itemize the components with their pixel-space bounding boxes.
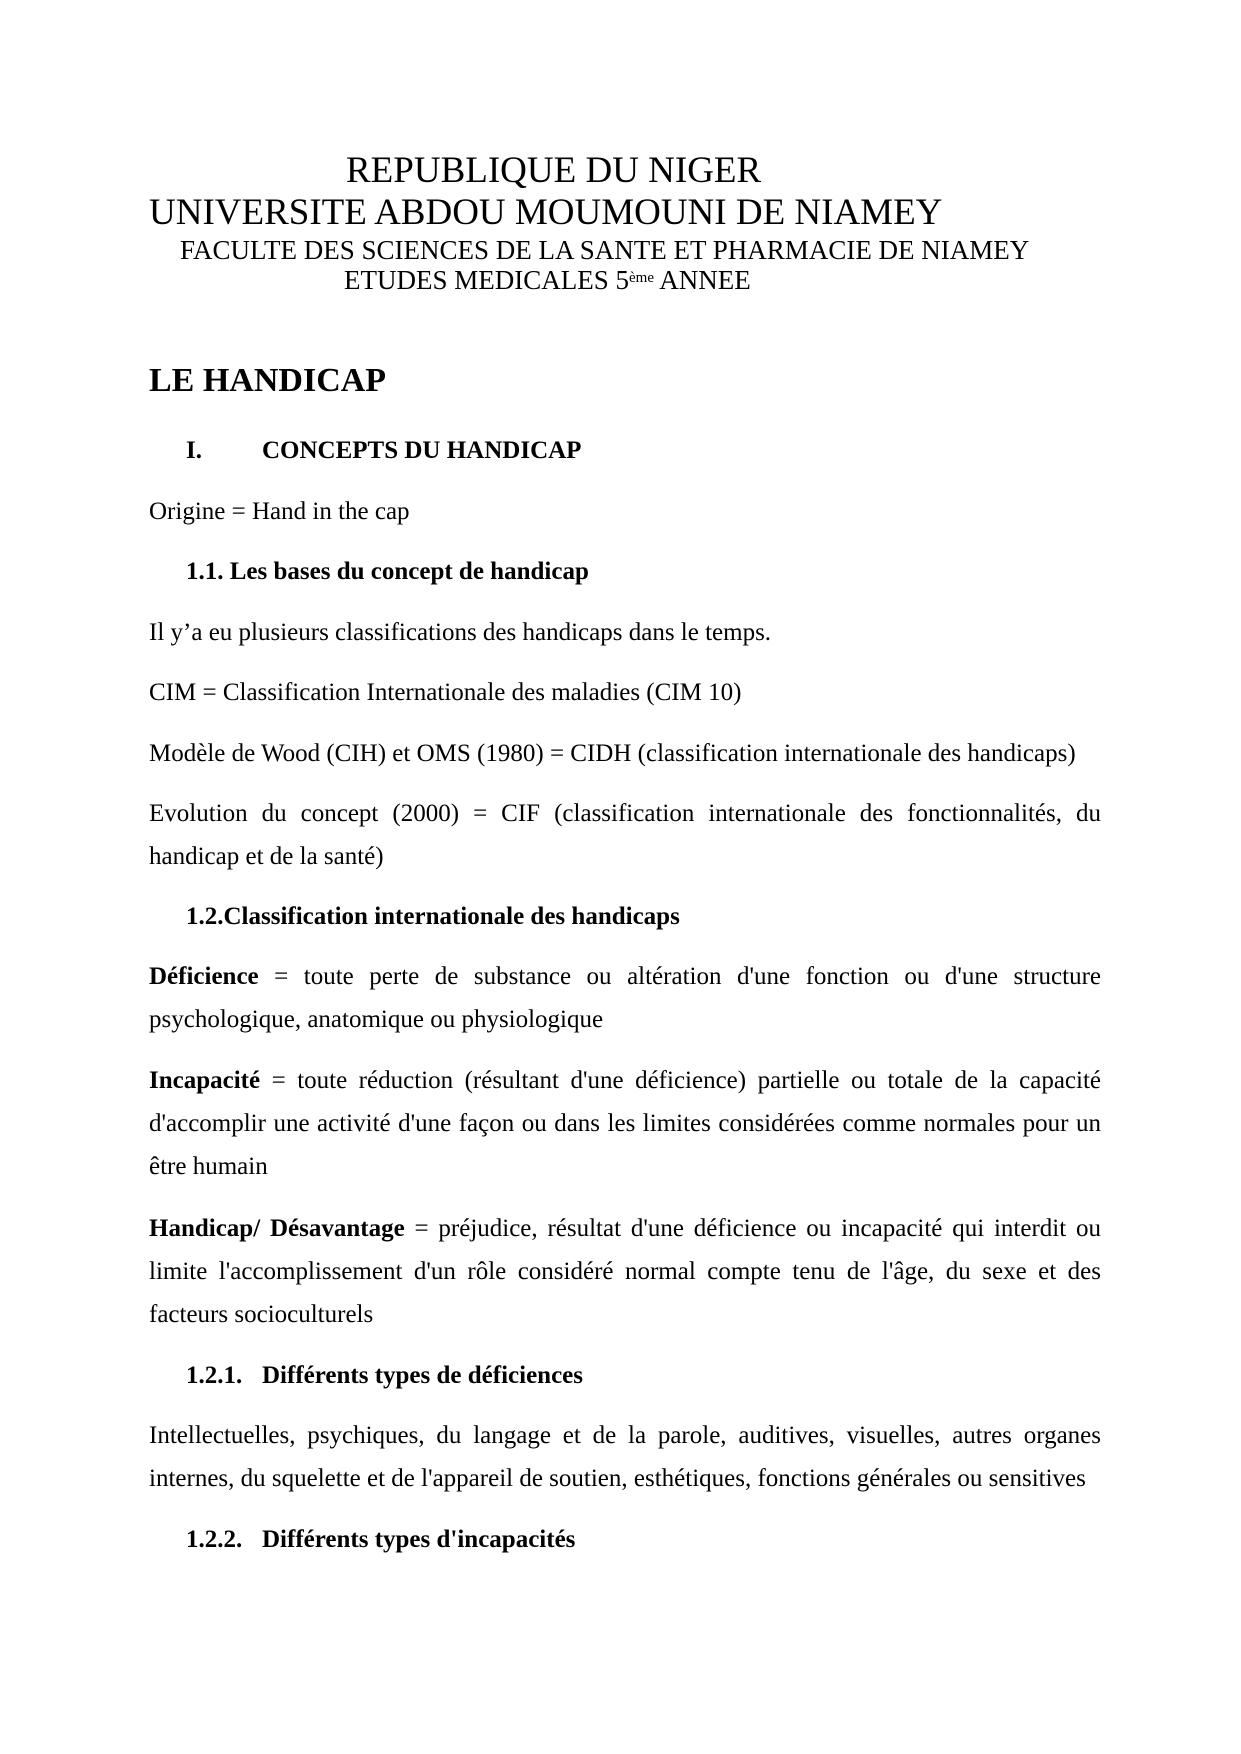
paragraph-4: Evolution du concept (2000) = CIF (classification internationale des fonctionnalités, du handicap et de la santé) — [149, 800, 1101, 870]
subsection-1-2: 1.2.Classification internationale des handicaps — [186, 903, 680, 930]
header-year — [344, 265, 751, 295]
term: Handicap/ Désavantage — [149, 1215, 405, 1242]
definition: = toute perte de substance ou altération d'une fonction ou d'une structure psychologique, anatomique ou physiologique — [149, 963, 1101, 1033]
origine-text: Origine = Hand in the cap — [149, 498, 410, 525]
section-1-number: I. — [186, 437, 202, 464]
term: Incapacité — [149, 1067, 261, 1094]
paragraph-3: Modèle de Wood (CIH) et OMS (1980) = CIDH (classification internationale des handicaps) — [149, 740, 1076, 767]
subsection-1-2-1-number: 1.2.1. — [186, 1362, 243, 1389]
paragraph-1: Il y’a eu plusieurs classifications des handicaps dans le temps. — [149, 619, 772, 646]
page-title: LE HANDICAP — [149, 362, 387, 399]
subsection-1-1: 1.1. Les bases du concept de handicap — [186, 558, 589, 585]
header-faculty: FACULTE DES SCIENCES DE LA SANTE ET PHARMACIE DE NIAMEY — [180, 235, 1030, 265]
definition-incapacite — [149, 1059, 1101, 1188]
definition-deficience — [149, 955, 1101, 1041]
year-suffix: ANNEE — [653, 265, 751, 295]
year-prefix: ETUDES MEDICALES 5 — [344, 265, 629, 295]
definition-handicap — [149, 1207, 1101, 1336]
subsection-1-2-1-title: Différents types de déficiences — [262, 1362, 583, 1389]
paragraph-5: Intellectuelles, psychiques, du langage et de la parole, auditives, visuelles, autres organes internes, du squelette et de l'appareil de soutien, esthétiques, fonctions générales ou sensitives — [149, 1422, 1101, 1492]
subsection-1-2-2-title: Différents types d'incapacités — [262, 1526, 576, 1553]
paragraph-2: CIM = Classification Internationale des maladies (CIM 10) — [149, 679, 742, 706]
subsection-1-2-2-number: 1.2.2. — [186, 1526, 243, 1553]
year-sup: ème — [629, 270, 654, 286]
header-university: UNIVERSITE ABDOU MOUMOUNI DE NIAMEY — [149, 192, 943, 233]
header-country: REPUBLIQUE DU NIGER — [346, 150, 762, 191]
term: Déficience — [149, 963, 259, 990]
section-1-title: CONCEPTS DU HANDICAP — [262, 437, 582, 464]
definition: = toute réduction (résultant d'une déficience) partielle ou totale de la capacité d'accomplir une activité d'une façon ou dans les limites considérées comme normales pour un être humain — [149, 1067, 1101, 1180]
definition: = préjudice, résultat d'une déficience ou incapacité qui interdit ou limite l'accomplissement d'un rôle considéré normal compte tenu de l'âge, du sexe et des facteurs socioculturels — [149, 1215, 1101, 1328]
